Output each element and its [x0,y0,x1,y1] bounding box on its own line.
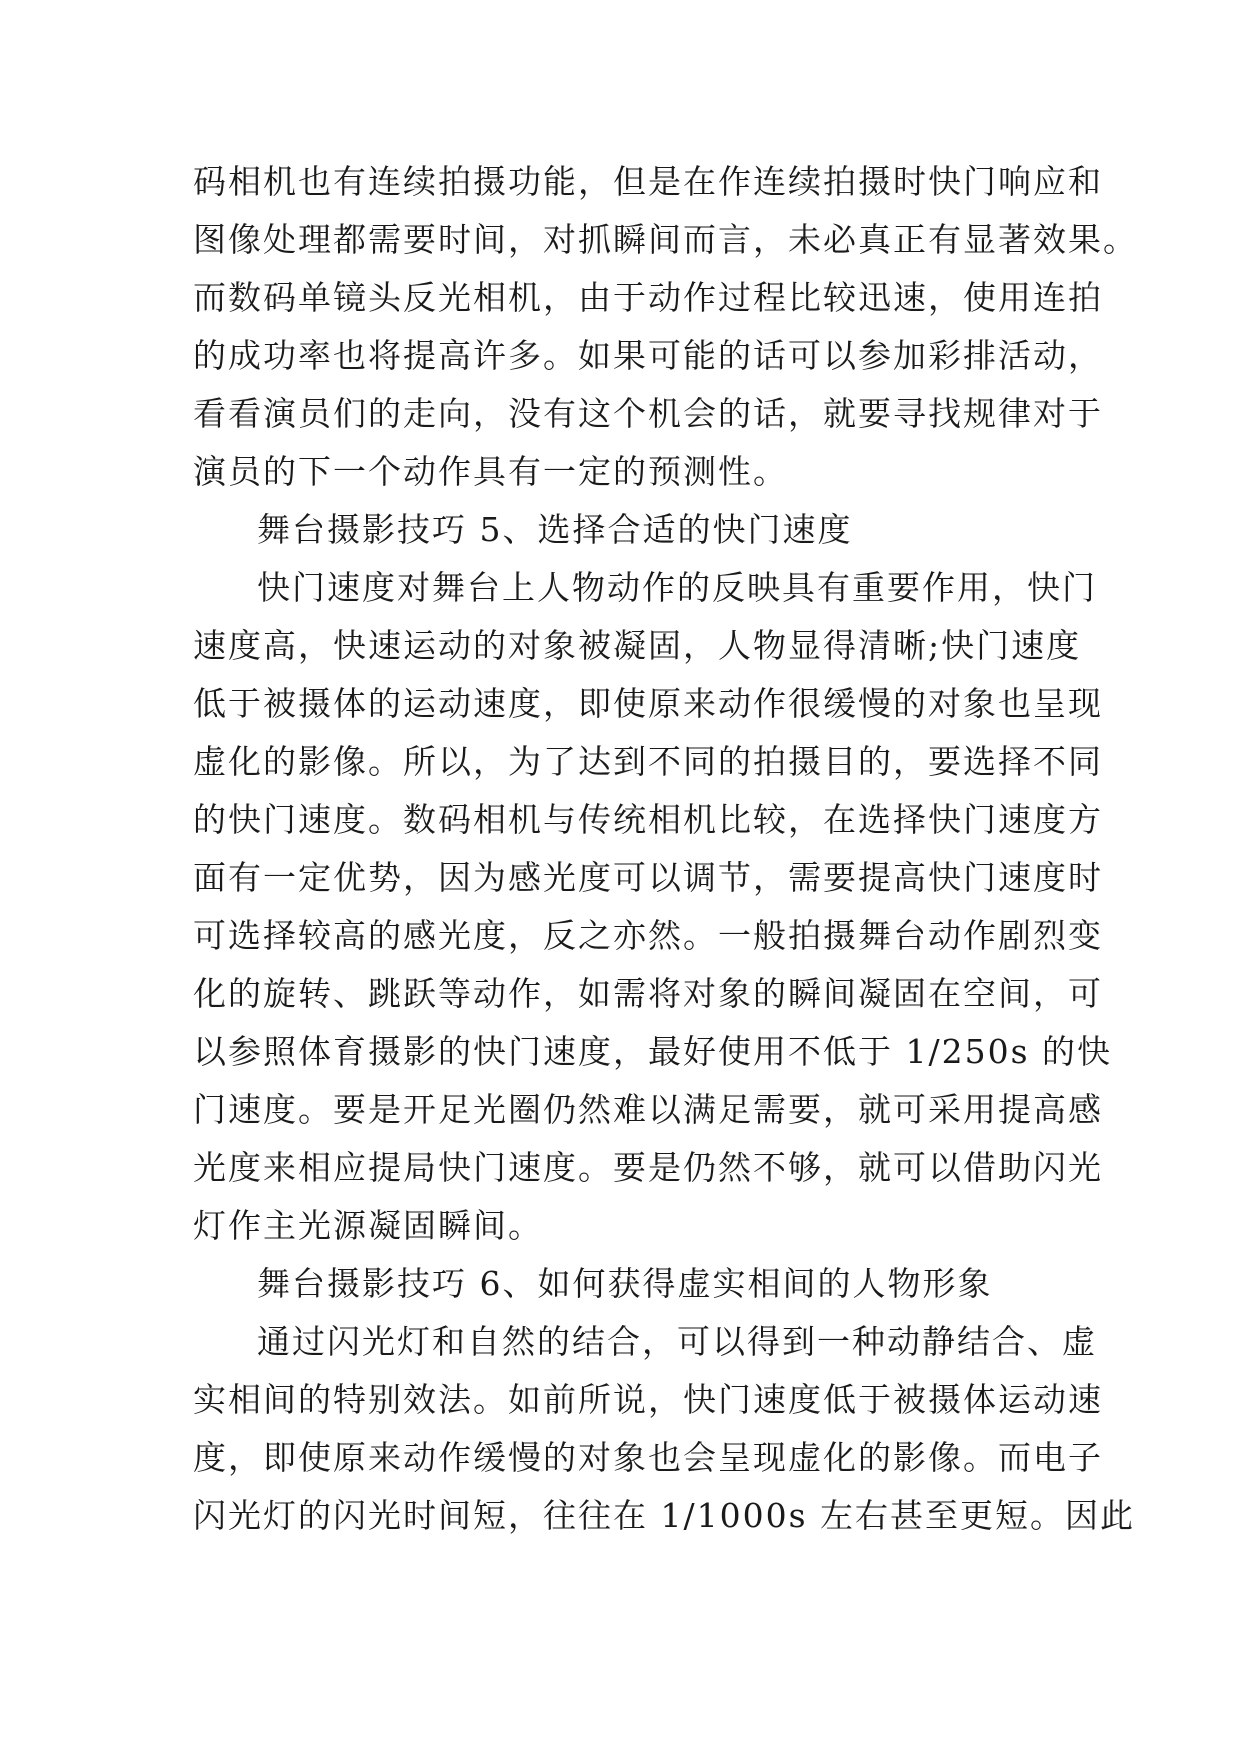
text-line: 光度来相应提局快门速度。要是仍然不够，就可以借助闪光 [193,1148,1103,1187]
text-line: 门速度。要是开足光圈仍然难以满足需要，就可采用提高感 [193,1090,1103,1129]
text-line: 灯作主光源凝固瞬间。 [193,1206,543,1245]
text-line: 度，即使原来动作缓慢的对象也会呈现虚化的影像。而电子 [193,1438,1103,1477]
text-line: 虚化的影像。所以，为了达到不同的拍摄目的，要选择不同 [193,742,1103,781]
text-line: 速度高，快速运动的对象被凝固，人物显得清晰;快门速度 [193,626,1082,665]
text-line: 演员的下一个动作具有一定的预测性。 [193,452,788,491]
text-line: 而数码单镜头反光相机，由于动作过程比较迅速，使用连拍 [193,278,1103,317]
text-line: 码相机也有连续拍摄功能，但是在作连续拍摄时快门响应和 [193,162,1103,201]
text-line: 图像处理都需要时间，对抓瞬间而言，未必真正有显著效果。 [193,220,1138,259]
text-line: 的快门速度。数码相机与传统相机比较，在选择快门速度方 [193,800,1103,839]
text-line: 实相间的特别效法。如前所说，快门速度低于被摄体运动速 [193,1380,1103,1419]
text-line: 闪光灯的闪光时间短，往往在 1/1000s 左右甚至更短。因此 [193,1496,1136,1535]
text-line: 以参照体育摄影的快门速度，最好使用不低于 1/250s 的快 [193,1032,1113,1071]
text-line: 看看演员们的走向，没有这个机会的话，就要寻找规律对于 [193,394,1103,433]
text-line: 化的旋转、跳跃等动作，如需将对象的瞬间凝固在空间，可 [193,974,1103,1013]
text-line: 快门速度对舞台上人物动作的反映具有重要作用，快门 [257,568,1097,607]
text-line: 的成功率也将提高许多。如果可能的话可以参加彩排活动， [193,336,1103,375]
text-line: 低于被摄体的运动速度，即使原来动作很缓慢的对象也呈现 [193,684,1103,723]
text-line: 通过闪光灯和自然的结合，可以得到一种动静结合、虚 [257,1322,1097,1361]
section-heading: 舞台摄影技巧 5、选择合适的快门速度 [257,510,853,549]
text-line: 可选择较高的感光度，反之亦然。一般拍摄舞台动作剧烈变 [193,916,1103,955]
section-heading: 舞台摄影技巧 6、如何获得虚实相间的人物形象 [257,1264,993,1303]
text-line: 面有一定优势，因为感光度可以调节，需要提高快门速度时 [193,858,1103,897]
